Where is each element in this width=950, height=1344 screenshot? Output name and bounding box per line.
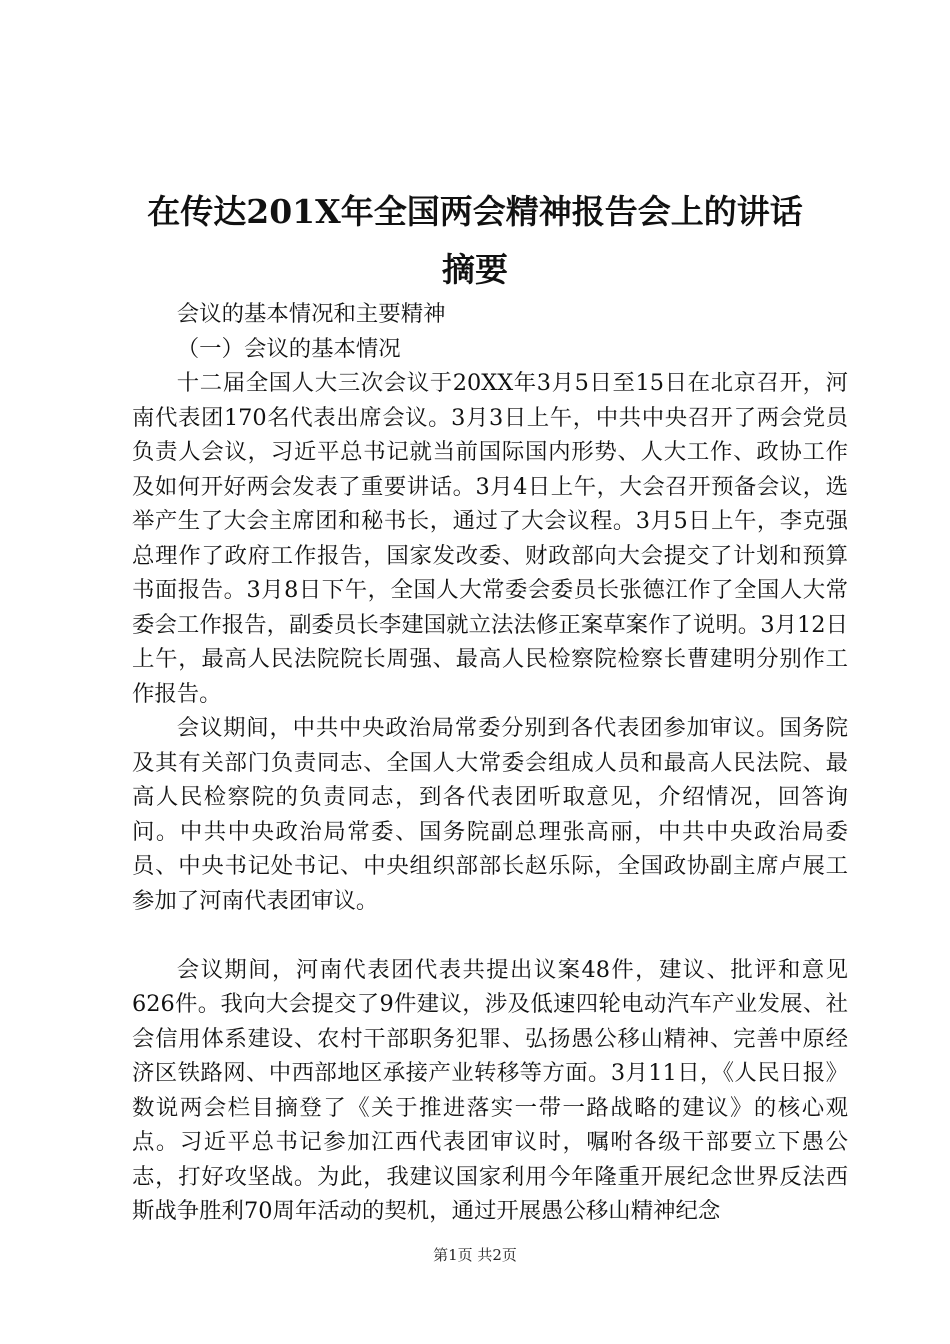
document-body [132,297,848,1229]
body-paragraph: 会议期间，中共中央政治局常委分别到各代表团参加审议。国务院及其有关部门负责同志、全国人大常委会组成人员和最高人民法院、最高人民检察院的负责同志，到各代表团听取意见，介绍情况，回答询问。中共中央政治局常委、国务院副总理张高丽，中共中央政治局委员、中央书记处书记、中央组织部部长赵乐际，全国政协副主席卢展工参加了河南代表团审议。 [132,715,848,914]
document-title-line2: 摘要 [442,250,508,289]
document-title-line1: 在传达201X年全国两会精神报告会上的讲话 [147,192,803,231]
body-paragraph: 会议期间，河南代表团代表共提出议案48件，建议、批评和意见626件。我向大会提交了9件建议，涉及低速四轮电动汽车产业发展、社会信用体系建设、农村干部职务犯罪、弘扬愚公移山精神、完善中原经济区铁路网、中西部地区承接产业转移等方面。3月11日，《人民日报》数说两会栏目摘登了《关于推进落实一带一路战略的建议》的核心观点。习近平总书记参加江西代表团审议时，嘱咐各级干部要立下愚公志，打好攻坚战。为此，我建议国家利用今年隆重开展纪念世界反法西斯战争胜利70周年活动的契机，通过开展愚公移山精神纪念 [132,956,848,1224]
section-heading: 会议的基本情况和主要精神 [176,301,446,327]
subsection-heading: （一）会议的基本情况 [176,335,401,362]
body-paragraph: 十二届全国人大三次会议于20XX年3月5日至15日在北京召开，河南代表团170名代表出席会议。3月3日上午，中共中央召开了两会党员负责人会议，习近平总书记就当前国际国内形势、人大工作、政协工作及如何开好两会发表了重要讲话。3月4日上午，大会召开预备会议，选举产生了大会主席团和秘书长，通过了大会议程。3月5日上午，李克强总理作了政府工作报告，国家发改委、财政部向大会提交了计划和预算书面报告。3月8日下午，全国人大常委会委员长张德江作了全国人大常委会工作报告，副委员长李建国就立法法修正案草案作了说明。3月12日上午，最高人民法院院长周强、最高人民检察院检察长曹建明分别作工作报告。 [132,370,848,707]
page-indicator: 第1页 共2页 [433,1246,517,1264]
